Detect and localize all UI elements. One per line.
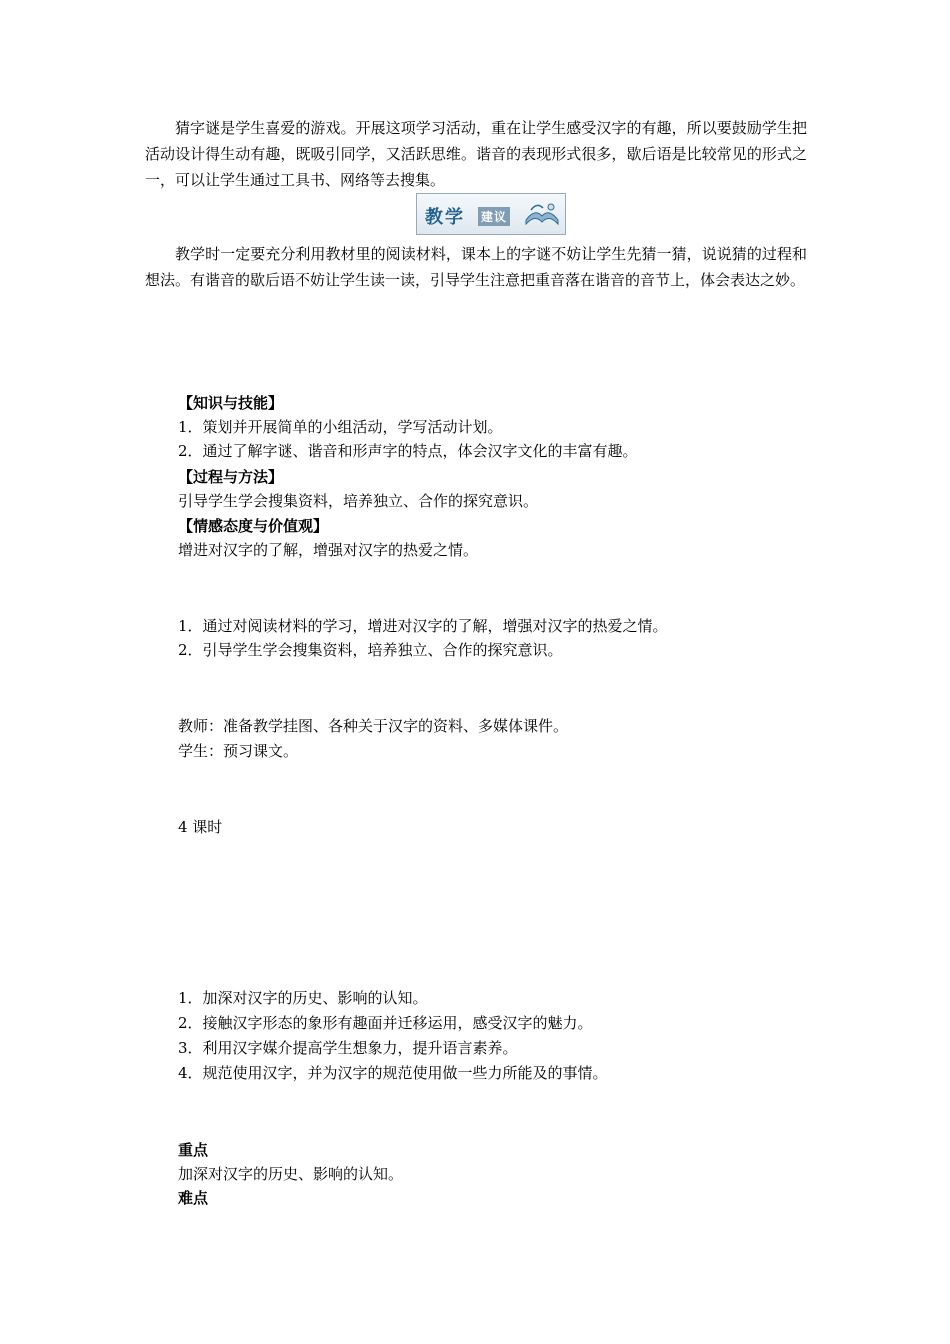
banner-tag: 建议 xyxy=(478,207,510,226)
lesson-goal-item: 4．规范使用汉字，并为汉字的规范使用做一些力所能及的事情。 xyxy=(178,1064,608,1082)
knowledge-heading: 【知识与技能】 xyxy=(178,394,284,412)
lesson-goal-item: 3．利用汉字媒介提高学生想象力，提升语言素养。 xyxy=(178,1039,518,1057)
knowledge-item: 1．策划并开展简单的小组活动，学写活动计划。 xyxy=(178,418,503,436)
difficulty-heading: 难点 xyxy=(178,1189,209,1207)
focus-text: 加深对汉字的历史、影响的认知。 xyxy=(178,1165,404,1183)
process-text: 引导学生学会搜集资料，培养独立、合作的探究意识。 xyxy=(178,492,539,510)
lesson-duration: 4 课时 xyxy=(178,818,223,836)
lesson-goal-item: 2．接触汉字形态的象形有趣面并迁移运用，感受汉字的魅力。 xyxy=(178,1014,593,1032)
emotion-text: 增进对汉字的了解，增强对汉字的热爱之情。 xyxy=(178,541,479,559)
key-point-item: 2．引导学生学会搜集资料，培养独立、合作的探究意识。 xyxy=(178,641,563,659)
intro-paragraph: 猜字谜是学生喜爱的游戏。开展这项学习活动，重在让学生感受汉字的有趣，所以要鼓励学生把活动设计得生动有趣，既吸引同学，又活跃思维。谐音的表现形式很多，歇后语是比较常见的形式之一，可以让学生通过工具书、网络等去搜集。 xyxy=(145,119,807,189)
emotion-heading: 【情感态度与价值观】 xyxy=(178,517,329,535)
open-book-icon xyxy=(523,200,561,228)
banner-title: 教学 xyxy=(425,207,465,228)
student-preparation: 学生：预习课文。 xyxy=(178,742,299,760)
process-heading: 【过程与方法】 xyxy=(178,468,284,486)
key-point-item: 1．通过对阅读材料的学习，增进对汉字的了解，增强对汉字的热爱之情。 xyxy=(178,617,668,635)
advice-paragraph: 教学时一定要充分利用教材里的阅读材料，课本上的字谜不妨让学生先猜一猜，说说猜的过程和想法。有谐音的歇后语不妨让学生读一读，引导学生注意把重音落在谐音的音节上，体会表达之妙。 xyxy=(145,245,807,289)
focus-heading: 重点 xyxy=(178,1141,209,1159)
lesson-goal-item: 1．加深对汉字的历史、影响的认知。 xyxy=(178,989,428,1007)
teaching-advice-banner xyxy=(416,193,566,235)
teacher-preparation: 教师：准备教学挂图、各种关于汉字的资料、多媒体课件。 xyxy=(178,717,569,735)
knowledge-item: 2．通过了解字谜、谐音和形声字的特点，体会汉字文化的丰富有趣。 xyxy=(178,442,638,460)
